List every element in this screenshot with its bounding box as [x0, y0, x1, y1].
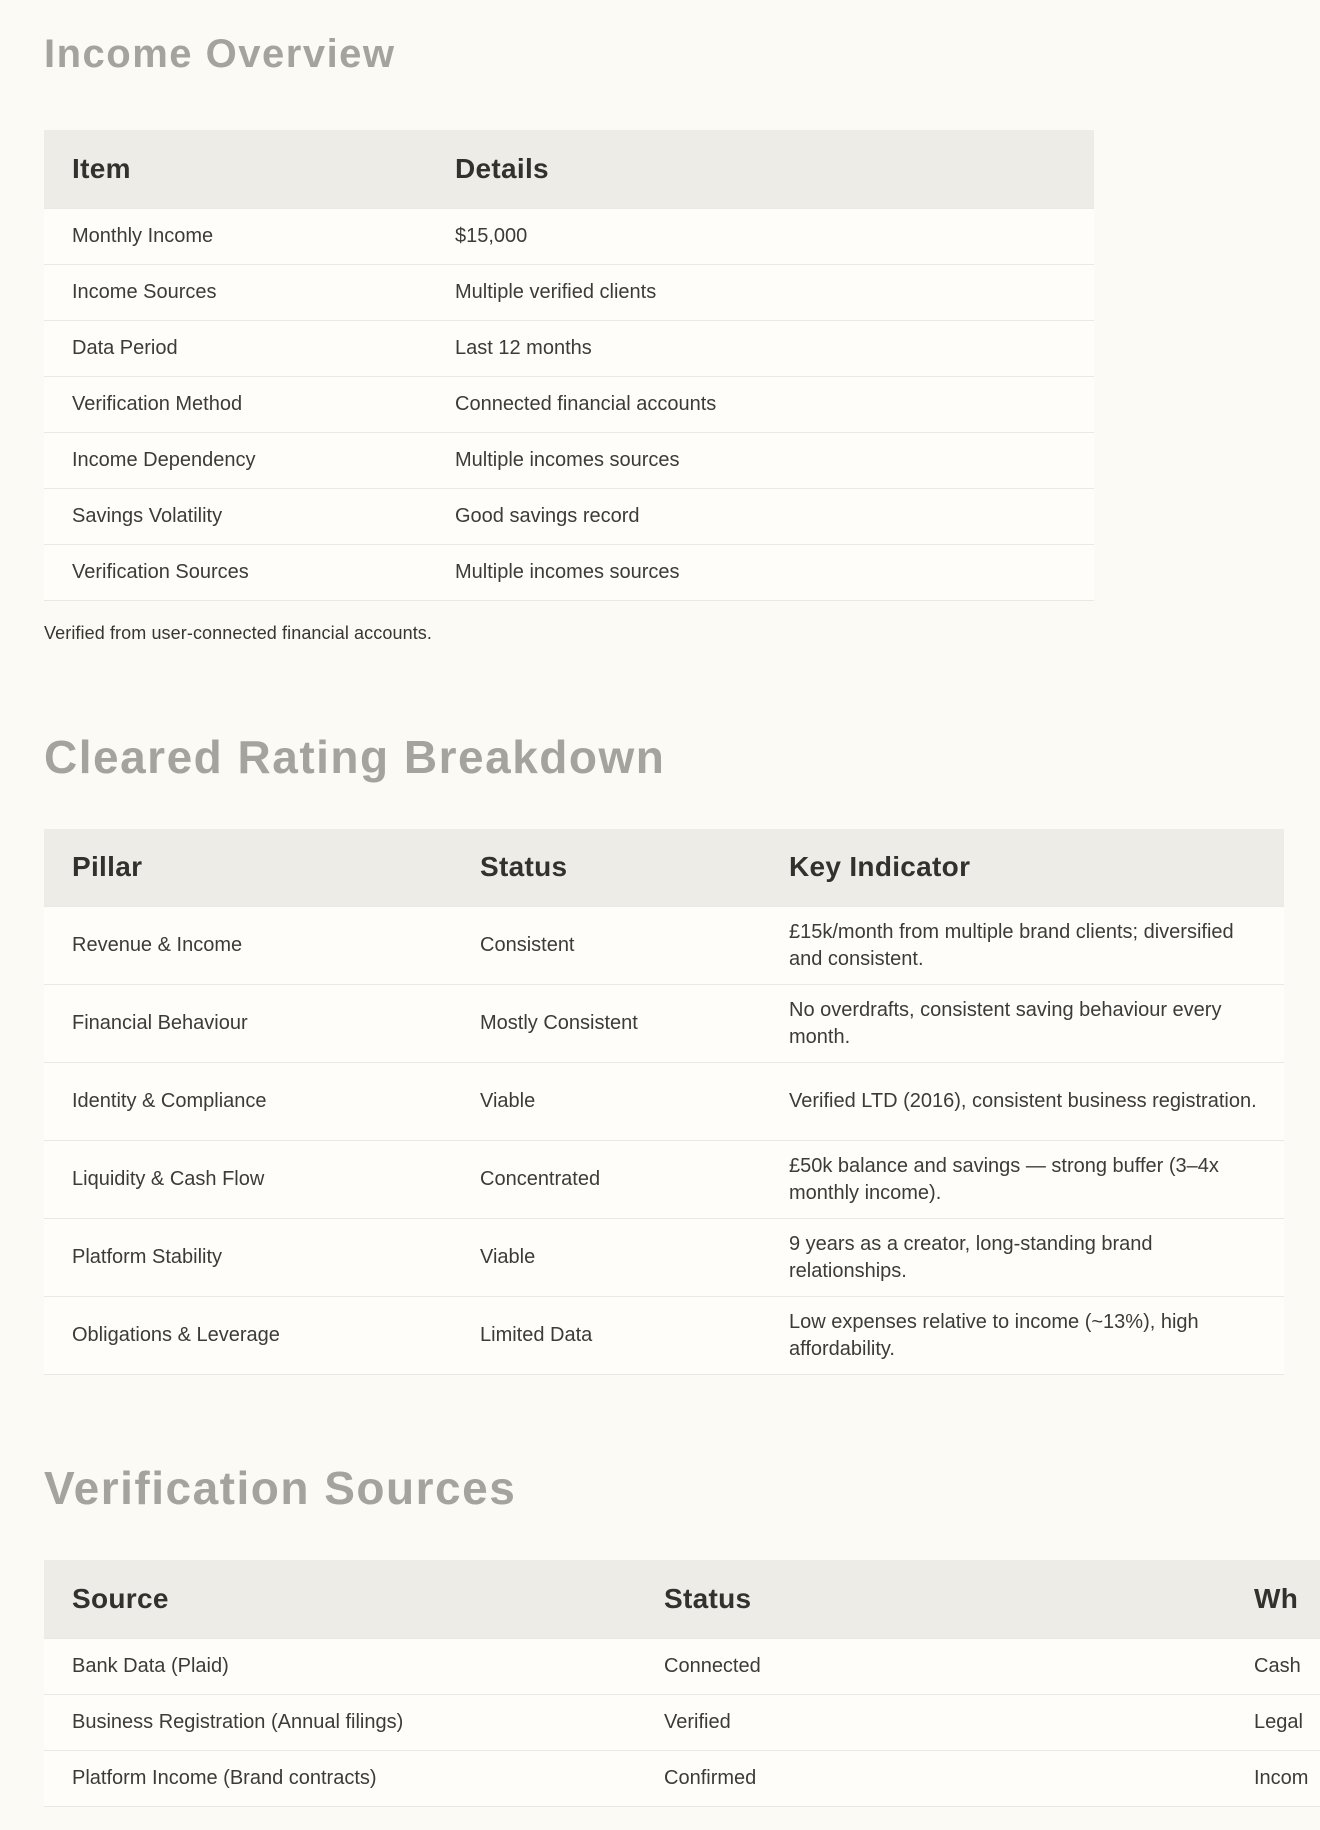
verification-sources-table [44, 1560, 1320, 1807]
table-cell: Financial Behaviour [44, 985, 452, 1063]
table-row [44, 1141, 1284, 1219]
section-income-overview [44, 30, 1320, 644]
table-cell: Last 12 months [427, 320, 1094, 376]
income-overview-table [44, 130, 1094, 601]
table-row [44, 1694, 1320, 1750]
rating-breakdown-title: Cleared Rating Breakdown [44, 730, 666, 783]
table-cell: $15,000 [427, 208, 1094, 264]
table-cell: Monthly Income [44, 208, 427, 264]
section-rating-breakdown [44, 730, 1320, 1376]
table-row [44, 1750, 1320, 1806]
column-header: Item [44, 130, 427, 208]
rating-breakdown-table [44, 829, 1284, 1376]
table-cell: Confirmed [636, 1750, 1226, 1806]
table-cell: Multiple incomes sources [427, 432, 1094, 488]
table-row [44, 208, 1094, 264]
table-row [44, 544, 1094, 600]
table-header-row [44, 130, 1094, 208]
table-cell: Verification Sources [44, 544, 427, 600]
table-cell: Verification Method [44, 376, 427, 432]
table-row [44, 985, 1284, 1063]
table-row [44, 1638, 1320, 1694]
verification-sources-title: Verification Sources [44, 1462, 517, 1515]
table-cell: Business Registration (Annual filings) [44, 1694, 636, 1750]
table-row [44, 1063, 1284, 1141]
table-cell: Incom [1226, 1750, 1320, 1806]
column-header: Details [427, 130, 1094, 208]
table-cell: Income Dependency [44, 432, 427, 488]
table-cell: £50k balance and savings — strong buffer (3–4x monthly income). [761, 1141, 1284, 1219]
table-cell: 9 years as a creator, long-standing brand relationships. [761, 1219, 1284, 1297]
table-cell: Platform Income (Brand contracts) [44, 1750, 636, 1806]
table-cell: Limited Data [452, 1297, 761, 1375]
table-cell: Consistent [452, 907, 761, 985]
column-header: Status [452, 829, 761, 907]
income-overview-caption: Verified from user-connected financial accounts. [44, 622, 433, 643]
table-row [44, 907, 1284, 985]
table-cell: Bank Data (Plaid) [44, 1638, 636, 1694]
income-overview-title: Income Overview [44, 32, 396, 76]
table-row [44, 1219, 1284, 1297]
table-cell: Income Sources [44, 264, 427, 320]
table-row [44, 432, 1094, 488]
column-header: Pillar [44, 829, 452, 907]
table-cell: Multiple verified clients [427, 264, 1094, 320]
table-cell: Liquidity & Cash Flow [44, 1141, 452, 1219]
column-header: Wh [1226, 1560, 1320, 1638]
table-header-row [44, 829, 1284, 907]
table-cell: Viable [452, 1063, 761, 1141]
table-cell: Verified [636, 1694, 1226, 1750]
table-cell: Obligations & Leverage [44, 1297, 452, 1375]
table-cell: Legal [1226, 1694, 1320, 1750]
section-verification-sources [44, 1461, 1320, 1807]
table-cell: Low expenses relative to income (~13%), high affordability. [761, 1297, 1284, 1375]
table-cell: Mostly Consistent [452, 985, 761, 1063]
table-header-row [44, 1560, 1320, 1638]
table-cell: Connected [636, 1638, 1226, 1694]
table-cell: Data Period [44, 320, 427, 376]
table-cell: Connected financial accounts [427, 376, 1094, 432]
table-row [44, 376, 1094, 432]
table-row [44, 488, 1094, 544]
table-row [44, 1297, 1284, 1375]
table-cell: Platform Stability [44, 1219, 452, 1297]
table-cell: Cash [1226, 1638, 1320, 1694]
table-cell: Savings Volatility [44, 488, 427, 544]
table-row [44, 320, 1094, 376]
table-cell: Good savings record [427, 488, 1094, 544]
table-cell: Viable [452, 1219, 761, 1297]
column-header: Key Indicator [761, 829, 1284, 907]
table-cell: Revenue & Income [44, 907, 452, 985]
table-cell: Concentrated [452, 1141, 761, 1219]
table-cell: £15k/month from multiple brand clients; diversified and consistent. [761, 907, 1284, 985]
table-cell: Verified LTD (2016), consistent business registration. [761, 1063, 1284, 1141]
column-header: Source [44, 1560, 636, 1638]
table-cell: No overdrafts, consistent saving behaviour every month. [761, 985, 1284, 1063]
table-cell: Identity & Compliance [44, 1063, 452, 1141]
table-cell: Multiple incomes sources [427, 544, 1094, 600]
column-header: Status [636, 1560, 1226, 1638]
table-row [44, 264, 1094, 320]
